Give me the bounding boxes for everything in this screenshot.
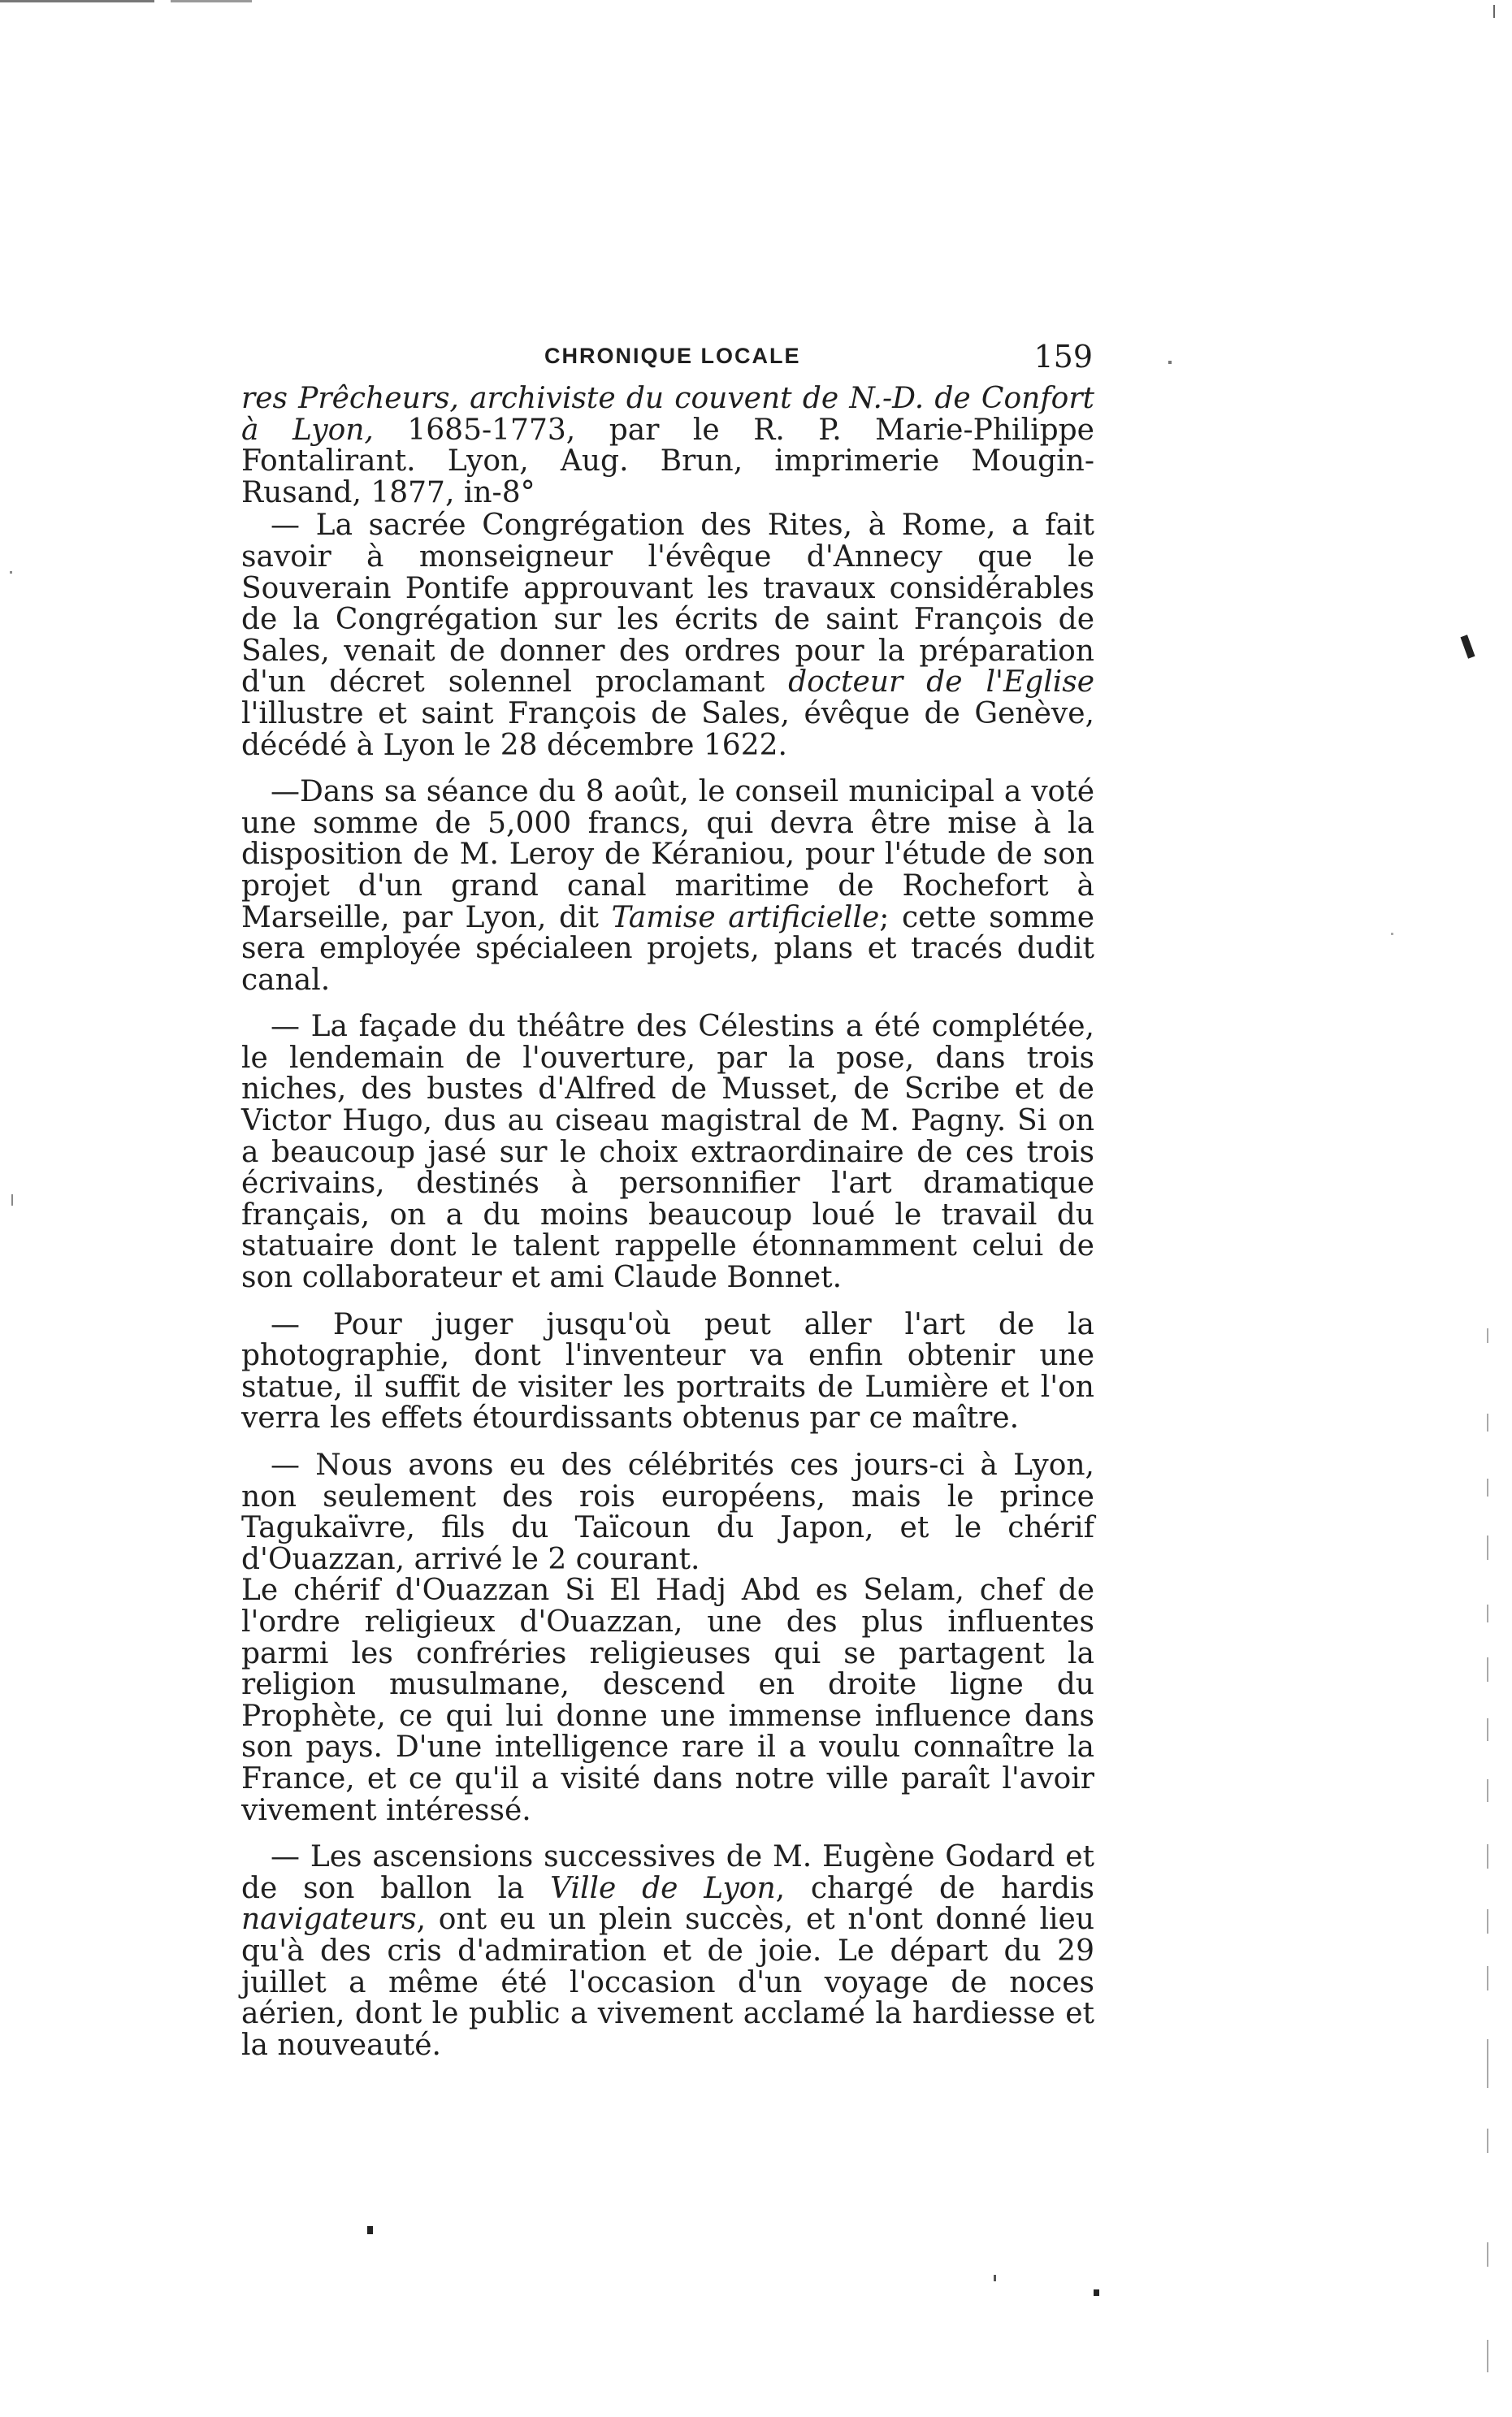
margin-tick	[1487, 1844, 1488, 1869]
text-span: Le chérif d'Ouazzan Si El Hadj Abd es Selam, chef de l'ordre religieux d'Ouazzan, une des plus influentes parmi les confréries religieuses qui se partagent la religion musulmane, descend en droite ligne du Prophète, ce qui lui donne une immense influence dans son pays. D'une intelligence rare il a voulu connaître la France, et ce qu'il a visité dans notre ville paraît l'avoir vivement intéressé.	[241, 1574, 1094, 1827]
text-span: — La sacrée Congrégation des Rites, à Rome, a fait savoir à monseigneur l'évêque d'Annecy que le Souverain Pontife approuvant les travaux considérables de la Congrégation sur les écrits de saint François de Sales, venait de donner des ordres pour la préparation d'un décret solennel proclamant	[241, 509, 1094, 700]
margin-tick	[1487, 1657, 1488, 1682]
paragraph	[241, 1307, 1094, 1436]
margin-tick	[1487, 2340, 1488, 2372]
paragraph	[241, 510, 1094, 761]
margin-tick	[1487, 1605, 1488, 1622]
scan-speck	[11, 1194, 13, 1206]
scan-speck	[10, 571, 12, 574]
scan-edge-line	[0, 0, 154, 2]
margin-tick	[1487, 2242, 1488, 2267]
margin-tick	[1487, 1414, 1488, 1432]
paragraph	[241, 1450, 1094, 1575]
paragraph	[241, 1842, 1094, 2061]
text-span: — La façade du théâtre des Célestins a été complétée, le lendemain de l'ouverture, par la pose, dans trois niches, des bustes d'Alfred de Musset, de Scribe et de Victor Hugo, dus au ciseau magistral de M. Pagny. Si on a beaucoup jasé sur le choix extraordinaire de ces trois écrivains, destinés à personnifier l'art dramatique français, on a du moins beaucoup loué le travail du statuaire dont le talent rappelle étonnamment celui de son collaborateur et ami Claude Bonnet.	[241, 1010, 1094, 1295]
scan-speck	[367, 2226, 373, 2234]
text-span: —Dans sa séance du 8 août, le conseil municipal a voté une somme de 5,000 francs, qui devra être mise à la disposition de M. Leroy de Kéraniou, pour l'étude de son projet d'un grand canal maritime de Rochefort à Marseille, par Lyon, dit	[241, 775, 1094, 934]
text-span: Ville de Lyon	[550, 1871, 776, 1905]
text-span: — Nous avons eu des célébrités ces jours-ci à Lyon, non seulement des rois européens, mais le prince Tagukaïvre, fils du Taïcoun du Japon, et le chérif d'Ouazzan, arrivé le 2 courant.	[241, 1449, 1094, 1576]
margin-tick	[1487, 1536, 1488, 1560]
article-body	[241, 383, 1094, 2061]
paragraph	[241, 777, 1094, 996]
scan-edge-line	[171, 0, 252, 2]
text-span: — Pour juger jusqu'où peut aller l'art de la photographie, dont l'inventeur va enfin obtenir une statue, il suffit de visiter les portraits de Lumière et l'on verra les effets étourdissants obtenus par ce maître.	[241, 1307, 1094, 1436]
page-number: 159	[1033, 339, 1093, 375]
margin-tick	[1487, 1328, 1488, 1343]
margin-tick	[1487, 2039, 1488, 2088]
margin-tick	[1487, 1966, 1488, 1990]
margin-tick	[1487, 1718, 1488, 1741]
text-span: , chargé de hardis	[775, 1871, 1095, 1905]
scan-speck	[1094, 2289, 1099, 2296]
text-span: — Les ascensions successives de M. Eugène Godard et de son ballon la	[241, 1840, 1094, 1905]
text-span: navigateurs	[241, 1903, 417, 1937]
text-span: ; cette somme sera employée spécialeen projets, plans et tracés dudit canal.	[241, 900, 1094, 997]
text-span: docteur de l'Eglise	[788, 665, 1095, 700]
text-span: l'illustre et saint François de Sales, évêque de Genève, décédé à Lyon le 28 décembre 1622.	[241, 696, 1094, 762]
scan-speck	[1493, 5, 1495, 18]
text-span: 1685-1773, par le R. P. Marie-Philippe Fontalirant. Lyon, Aug. Brun, imprimerie Mougin-Rusand, 1877, in-8°	[241, 413, 1094, 509]
scan-speck	[994, 2275, 996, 2281]
running-head: CHRONIQUE LOCALE	[544, 344, 801, 368]
text-span: , ont eu un plein succès, et n'ont donné lieu qu'à des cris d'admiration et de joie. Le départ du 29 juillet a même été l'occasion d'un voyage de noces aérien, dont le public a vivement acclamé la hardiesse et la nouveauté.	[241, 1903, 1094, 2062]
paragraph	[241, 1011, 1094, 1293]
margin-tick	[1487, 1779, 1488, 1802]
margin-tick	[1487, 1909, 1488, 1934]
margin-tick	[1487, 2129, 1488, 2153]
scan-speck	[1460, 635, 1475, 658]
scan-speck	[1391, 933, 1393, 935]
page-header	[240, 339, 1109, 379]
scan-speck	[1168, 361, 1172, 364]
paragraph	[241, 383, 1094, 509]
paragraph	[241, 1575, 1094, 1826]
margin-tick	[1487, 1479, 1488, 1497]
text-span: Tamise artificielle	[611, 900, 880, 934]
text-span: res Prêcheurs, archiviste du couvent de N.-D. de Confort à Lyon,	[241, 382, 1094, 447]
